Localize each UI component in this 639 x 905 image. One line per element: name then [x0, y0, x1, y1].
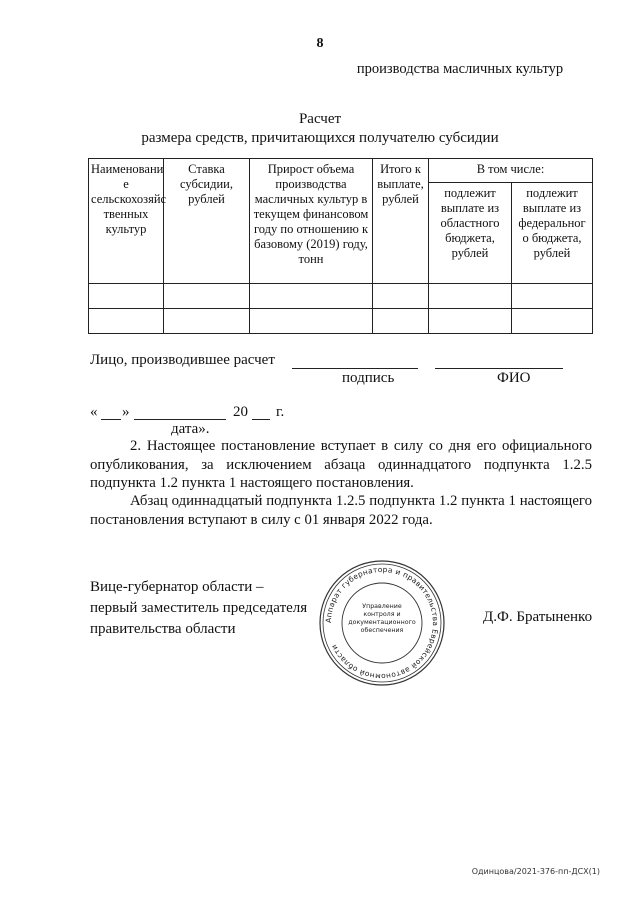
table-cell: [89, 309, 164, 334]
stamp-inner-text: Управление контроля и документационного обеспечения: [348, 603, 416, 634]
header-continuation: производства масличных культур: [356, 61, 564, 77]
signatory-line-2: первый заместитель председателя: [90, 600, 308, 616]
date-caption: дата».: [171, 421, 210, 437]
table-header-crop-name: Наименовани е сельскохозяйс твенных культур: [89, 159, 164, 284]
fio-caption: ФИО: [497, 370, 531, 386]
table-header-federal-budget: подлежит выплате из федеральног о бюджета, рублей: [512, 183, 593, 284]
signatory-position: [90, 577, 307, 640]
table-cell: [89, 284, 164, 309]
paragraph-3: Абзац одиннадцатый подпункта 1.2.5 подпункта 1.2 пункта 1 настоящего постановления вступают в силу с 01 января 2022 года.: [90, 493, 592, 528]
page-number: 8: [316, 36, 324, 51]
signature-caption: подпись: [342, 370, 395, 386]
table-row: [89, 309, 593, 334]
table-header-total: Итого к выплате, рублей: [373, 159, 429, 284]
title-line-1: Расчет: [298, 111, 342, 127]
table-cell: [429, 309, 512, 334]
signature-line: [292, 368, 418, 369]
signatory-name: Д.Ф. Братыненко: [483, 609, 593, 625]
stamp-outer-text: Аппарат губернатора и правительства Еврейской автономной области: [323, 564, 441, 682]
footer-document-code: Одинцова/2021-376-пп-ДСХ(1): [471, 867, 600, 876]
document-title: [60, 110, 580, 148]
date-open-quote: «: [90, 404, 98, 420]
table-cell: [512, 309, 593, 334]
table-header-including: В том числе:: [429, 159, 593, 183]
table-cell: [164, 284, 250, 309]
date-year-prefix: 20: [233, 404, 248, 420]
calculation-table: [88, 158, 593, 334]
date-year-suffix: г.: [276, 404, 285, 420]
official-stamp: [318, 559, 446, 687]
signatory-line-3: правительства области: [90, 621, 236, 637]
table-row: [89, 284, 593, 309]
date-day-line: [101, 419, 121, 420]
title-line-2: размера средств, причитающихся получателю субсидии: [141, 130, 499, 146]
signatory-line-1: Вице-губернатор области –: [90, 579, 264, 595]
table-cell: [164, 309, 250, 334]
date-month-line: [134, 419, 226, 420]
table-cell: [373, 309, 429, 334]
table-cell: [373, 284, 429, 309]
table-cell: [250, 284, 373, 309]
table-cell: [250, 309, 373, 334]
date-close-quote: »: [122, 404, 130, 420]
table-cell: [429, 284, 512, 309]
fio-line: [435, 368, 563, 369]
calculator-label: Лицо, производившее расчет: [90, 352, 275, 368]
table-header-volume-increase: Прирост объема производства масличных культур в текущем финансовом году по отношению к базовому (2019) году, тонн: [250, 159, 373, 284]
table-cell: [512, 284, 593, 309]
date-year-line: [252, 419, 270, 420]
table-header-regional-budget: подлежит выплате из областного бюджета, рублей: [429, 183, 512, 284]
paragraph-2: 2. Настоящее постановление вступает в силу со дня его официального опубликования, за исключением абзаца одиннадцатого подпункта 1.2.5 подпункта 1.2 пункта 1 настоящего постановления.: [90, 438, 592, 491]
table-header-rate: Ставка субсидии, рублей: [164, 159, 250, 284]
